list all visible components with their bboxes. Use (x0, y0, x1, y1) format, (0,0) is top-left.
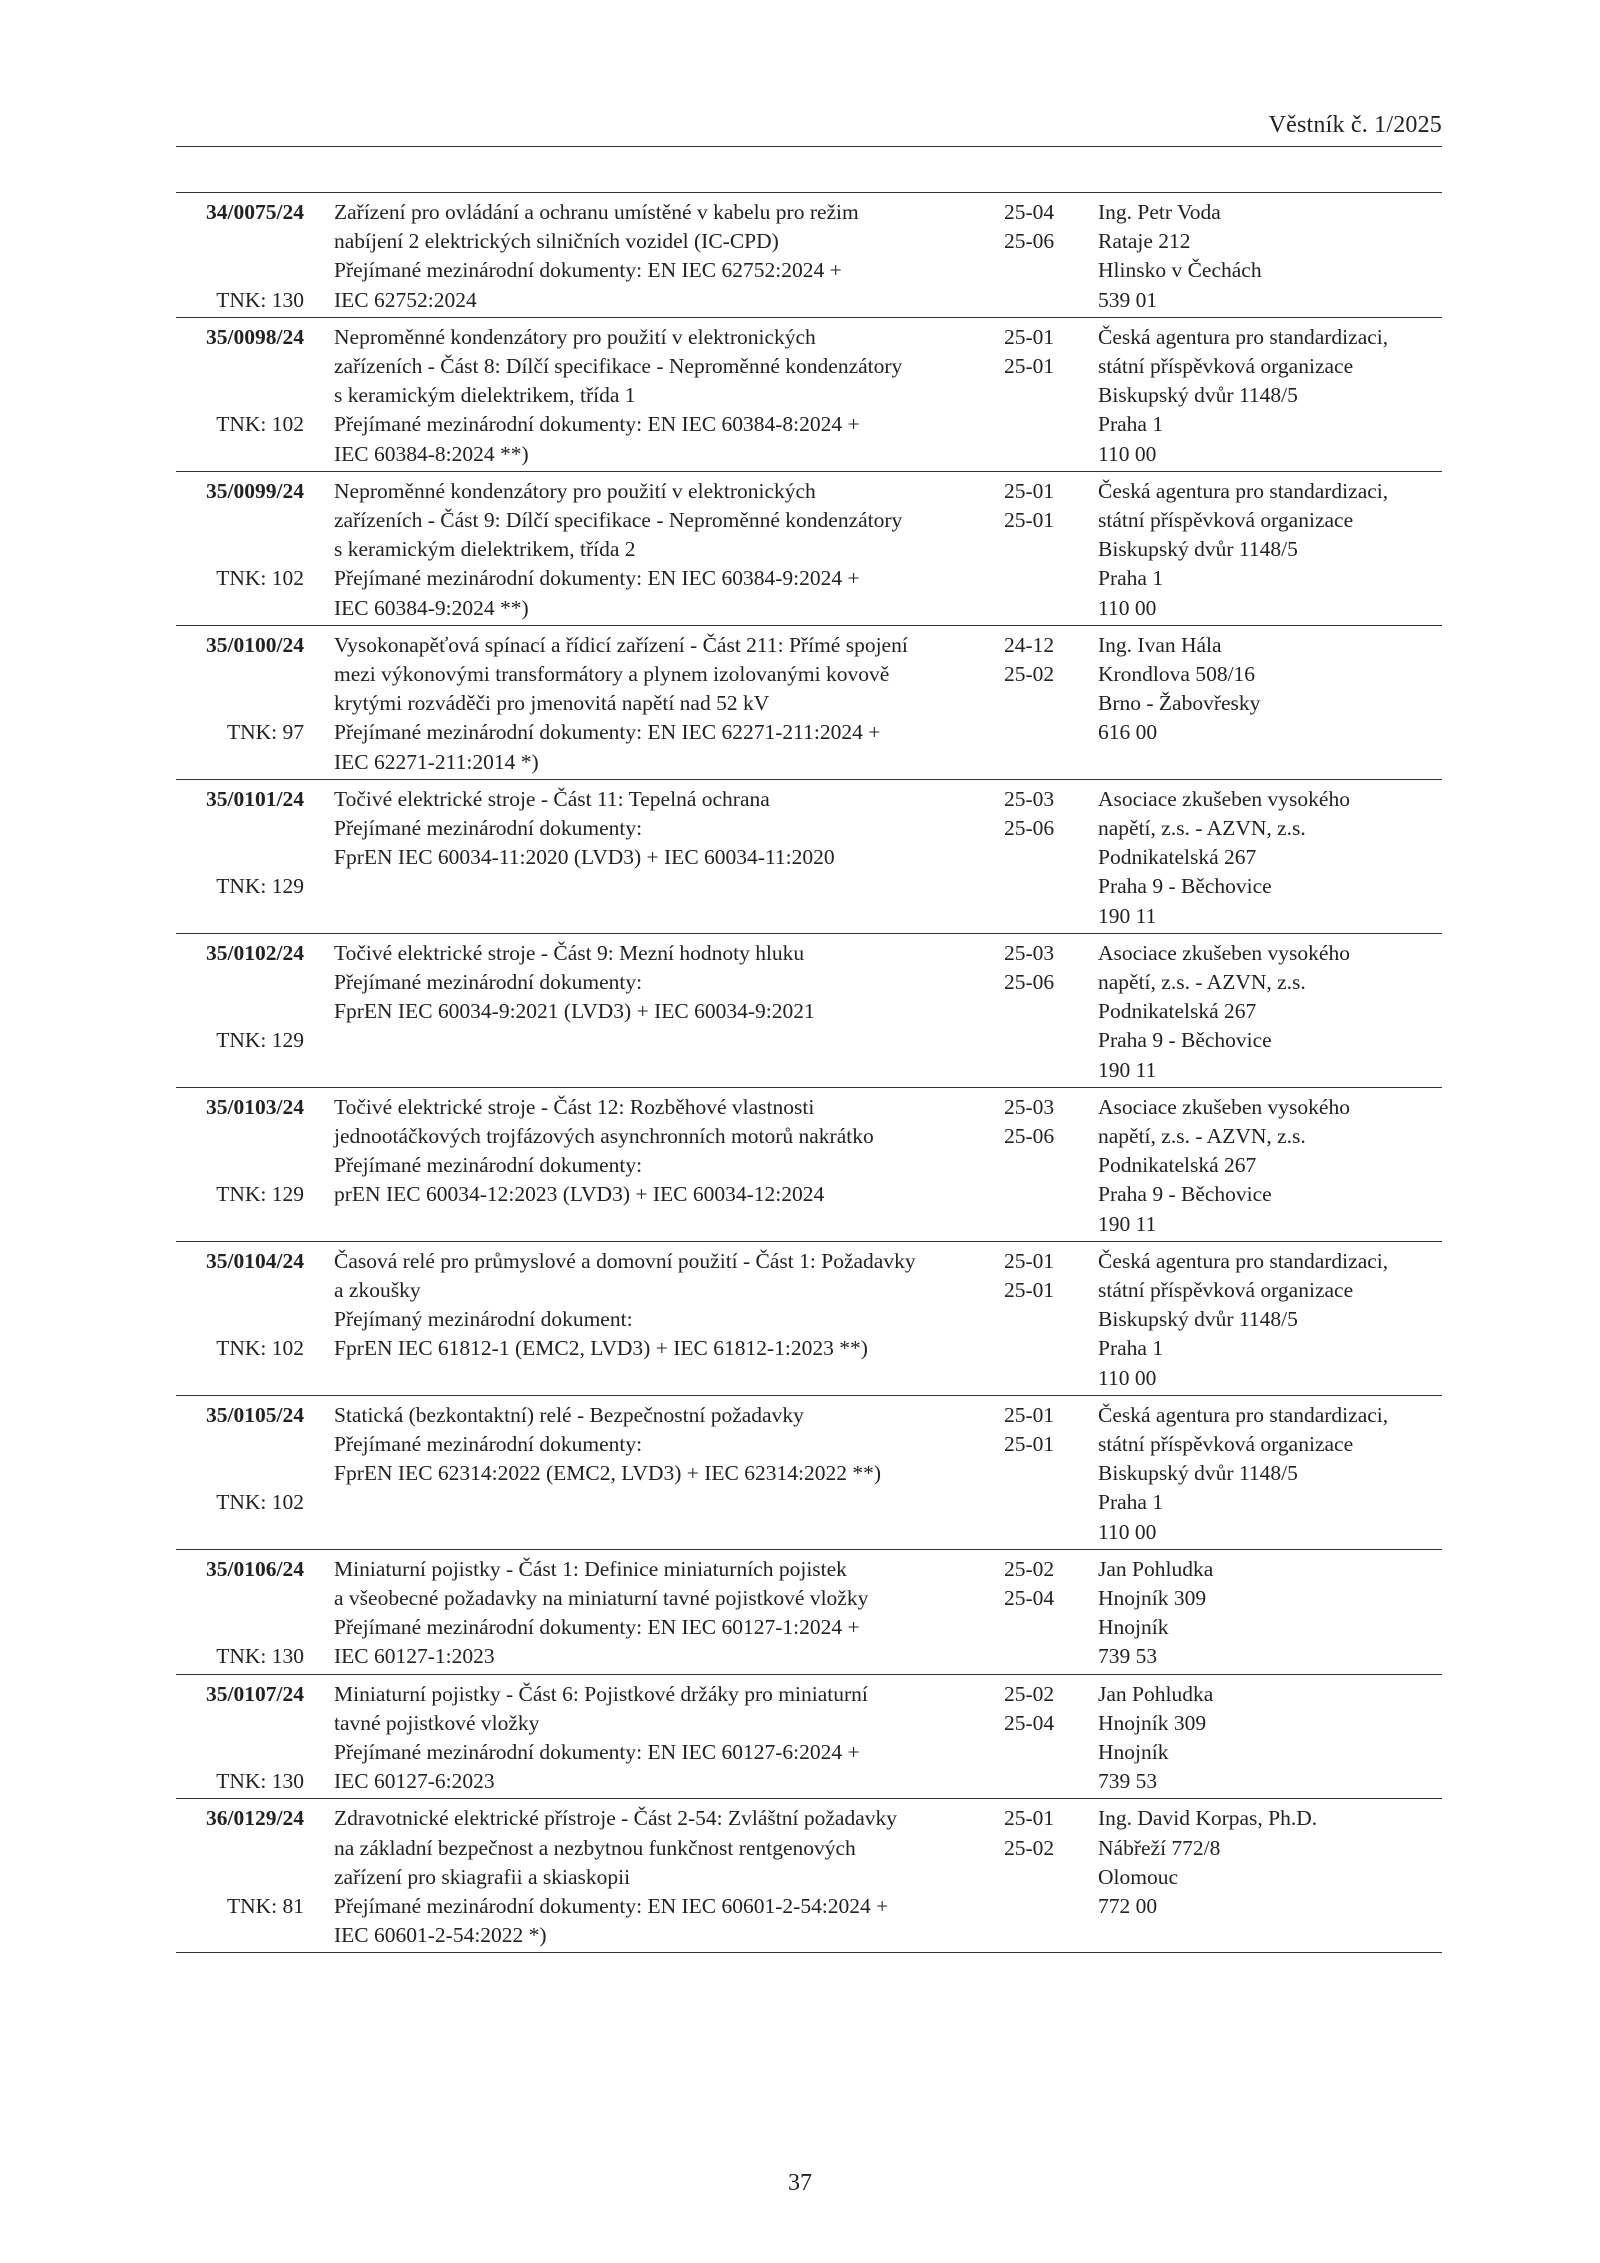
title-line: IEC 62271-211:2014 *) (334, 749, 539, 774)
table-row (176, 1675, 1442, 1800)
table-row (176, 626, 1442, 780)
processor-address (1098, 1401, 1442, 1547)
date-column (1004, 1247, 1084, 1305)
title-line: a všeobecné požadavky na miniaturní tavné pojistkové vložky (334, 1586, 869, 1610)
title-line: Zařízení pro ovládání a ochranu umístěné v kabelu pro režim (334, 200, 859, 224)
tnk-label: TNK: 129 (216, 1182, 304, 1207)
date-value: 25-01 (1004, 1402, 1055, 1427)
address-line: Ing. Ivan Hála (1098, 632, 1222, 657)
address-line: Brno - Žabovřesky (1098, 691, 1261, 716)
row-identifier (176, 939, 304, 1085)
document-number: 35/0104/24 (206, 1248, 304, 1273)
title-line: a zkoušky (334, 1278, 421, 1302)
page-number: 37 (788, 2170, 812, 2196)
date-value: 25-01 (1004, 508, 1055, 532)
standard-title (334, 785, 1004, 873)
document-number: 35/0107/24 (206, 1681, 304, 1706)
address-line: 616 00 (1098, 720, 1158, 745)
processor-address (1098, 785, 1442, 931)
title-line: Přejímaný mezinárodní dokument: (334, 1307, 633, 1332)
processor-address (1098, 1247, 1442, 1393)
title-line: FprEN IEC 62314:2022 (EMC2, LVD3) + IEC 62314:2022 **) (334, 1461, 882, 1486)
row-identifier (176, 631, 304, 777)
date-column (1004, 785, 1084, 843)
document-number: 35/0100/24 (206, 632, 304, 657)
address-line: Ing. David Korpas, Ph.D. (1098, 1806, 1318, 1831)
processor-address (1098, 198, 1442, 315)
address-line: Biskupský dvůr 1148/5 (1098, 1307, 1298, 1332)
standard-title (334, 198, 1004, 315)
address-line: Hlinsko v Čechách (1098, 258, 1262, 283)
date-value: 25-04 (1004, 1710, 1055, 1735)
table-row (176, 318, 1442, 472)
date-column (1004, 631, 1084, 689)
standard-title (334, 1680, 1004, 1797)
processor-address (1098, 477, 1442, 623)
row-identifier (176, 1555, 304, 1672)
date-value: 25-01 (1004, 324, 1055, 349)
address-line: Biskupský dvůr 1148/5 (1098, 383, 1298, 408)
title-line: mezi výkonovými transformátory a plynem izolovanými kovově (334, 662, 890, 686)
row-identifier (176, 1804, 304, 1950)
date-value: 25-02 (1004, 1681, 1055, 1706)
header-rule (176, 146, 1442, 147)
document-number: 34/0075/24 (206, 200, 304, 224)
address-line: Ing. Petr Voda (1098, 200, 1221, 224)
processor-address (1098, 939, 1442, 1085)
standard-title (334, 1247, 1004, 1364)
title-line: Miniaturní pojistky - Část 1: Definice miniaturních pojistek (334, 1556, 847, 1581)
address-line: Biskupský dvůr 1148/5 (1098, 1461, 1298, 1486)
address-line: 739 53 (1098, 1769, 1158, 1794)
standard-title (334, 939, 1004, 1027)
row-identifier (176, 1680, 304, 1797)
table-row (176, 1088, 1442, 1242)
date-value: 25-01 (1004, 1248, 1055, 1273)
date-column (1004, 477, 1084, 535)
processor-address (1098, 631, 1442, 748)
address-line: Jan Pohludka (1098, 1556, 1214, 1581)
title-line: Točivé elektrické stroje - Část 9: Mezní hodnoty hluku (334, 940, 805, 965)
processor-address (1098, 1804, 1442, 1921)
standards-table (176, 192, 1442, 1953)
address-line: státní příspěvková organizace (1098, 508, 1354, 532)
address-line: Asociace zkušeben vysokého (1098, 786, 1350, 811)
title-line: Přejímané mezinárodní dokumenty: EN IEC 60127-6:2024 + (334, 1740, 860, 1764)
address-line: Nábřeží 772/8 (1098, 1835, 1221, 1860)
publication-title: Věstník č. 1/2025 (1268, 112, 1442, 138)
title-line: IEC 60601-2-54:2022 *) (334, 1923, 547, 1948)
title-line: IEC 60127-1:2023 (334, 1644, 495, 1669)
address-line: napětí, z.s. - AZVN, z.s. (1098, 970, 1306, 994)
address-line: Rataje 212 (1098, 229, 1191, 254)
document-number: 35/0103/24 (206, 1094, 304, 1119)
title-line: Točivé elektrické stroje - Část 12: Rozběhové vlastnosti (334, 1094, 815, 1119)
table-row (176, 1799, 1442, 1953)
address-line: 772 00 (1098, 1894, 1158, 1918)
address-line: Podnikatelská 267 (1098, 999, 1257, 1024)
address-line: Praha 1 (1098, 1336, 1164, 1361)
date-value: 25-03 (1004, 1094, 1055, 1119)
date-column (1004, 1804, 1084, 1862)
title-line: Přejímané mezinárodní dokumenty: EN IEC 62752:2024 + (334, 258, 842, 283)
date-column (1004, 1555, 1084, 1613)
title-line: IEC 60384-9:2024 **) (334, 595, 529, 620)
date-column (1004, 939, 1084, 997)
address-line: Olomouc (1098, 1864, 1179, 1889)
title-line: na základní bezpečnost a nezbytnou funkčnost rentgenových (334, 1835, 856, 1860)
address-line: Praha 1 (1098, 566, 1164, 591)
title-line: Miniaturní pojistky - Část 6: Pojistkové držáky pro miniaturní (334, 1681, 868, 1706)
address-line: Biskupský dvůr 1148/5 (1098, 537, 1298, 562)
document-number: 35/0106/24 (206, 1556, 304, 1581)
address-line: Praha 1 (1098, 412, 1164, 437)
document-number: 35/0098/24 (206, 324, 304, 349)
address-line: 190 11 (1098, 1211, 1157, 1236)
standard-title (334, 1093, 1004, 1210)
standard-title (334, 1804, 1004, 1950)
title-line: Přejímané mezinárodní dokumenty: EN IEC 60384-9:2024 + (334, 566, 860, 591)
date-column (1004, 1401, 1084, 1459)
processor-address (1098, 1093, 1442, 1239)
address-line: Hnojník 309 (1098, 1586, 1207, 1610)
title-line: krytými rozváděči pro jmenovitá napětí nad 52 kV (334, 691, 770, 716)
address-line: 539 01 (1098, 287, 1158, 312)
address-line: napětí, z.s. - AZVN, z.s. (1098, 1124, 1306, 1148)
date-value: 25-01 (1004, 478, 1055, 503)
address-line: Česká agentura pro standardizaci, (1098, 1248, 1389, 1273)
title-line: Přejímané mezinárodní dokumenty: (334, 1153, 643, 1178)
address-line: 110 00 (1098, 1519, 1157, 1544)
title-line: Přejímané mezinárodní dokumenty: (334, 1432, 643, 1456)
address-line: Jan Pohludka (1098, 1681, 1214, 1706)
date-value: 25-03 (1004, 786, 1055, 811)
title-line: tavné pojistkové vložky (334, 1710, 540, 1735)
date-column (1004, 323, 1084, 381)
title-line: zařízeních - Část 9: Dílčí specifikace - Neproměnné kondenzátory (334, 508, 903, 532)
title-line: Přejímané mezinárodní dokumenty: (334, 970, 643, 994)
address-line: Hnojník (1098, 1615, 1169, 1640)
row-identifier (176, 785, 304, 931)
table-row (176, 780, 1442, 934)
address-line: Asociace zkušeben vysokého (1098, 940, 1350, 965)
title-line: Přejímané mezinárodní dokumenty: EN IEC 60384-8:2024 + (334, 412, 860, 437)
address-line: Česká agentura pro standardizaci, (1098, 478, 1389, 503)
tnk-label: TNK: 129 (216, 874, 304, 899)
title-line: FprEN IEC 61812-1 (EMC2, LVD3) + IEC 61812-1:2023 **) (334, 1336, 868, 1361)
address-line: Česká agentura pro standardizaci, (1098, 1402, 1389, 1427)
date-value: 25-02 (1004, 662, 1055, 686)
table-row (176, 1242, 1442, 1396)
row-identifier (176, 1247, 304, 1393)
date-value: 25-04 (1004, 1586, 1055, 1610)
table-row (176, 1396, 1442, 1550)
date-value: 25-06 (1004, 1124, 1055, 1148)
document-number: 35/0099/24 (206, 478, 304, 503)
title-line: Točivé elektrické stroje - Část 11: Tepelná ochrana (334, 786, 770, 811)
tnk-label: TNK: 102 (216, 1490, 304, 1515)
row-identifier (176, 1093, 304, 1239)
title-line: FprEN IEC 60034-11:2020 (LVD3) + IEC 60034-11:2020 (334, 845, 835, 870)
address-line: státní příspěvková organizace (1098, 1432, 1354, 1456)
address-line: Podnikatelská 267 (1098, 1153, 1257, 1178)
tnk-label: TNK: 97 (226, 720, 304, 745)
address-line: Praha 9 - Běchovice (1098, 1028, 1272, 1053)
address-line: Krondlova 508/16 (1098, 662, 1256, 686)
document-number: 35/0102/24 (206, 940, 304, 965)
date-value: 25-01 (1004, 1278, 1055, 1302)
tnk-label: TNK: 130 (216, 1769, 304, 1794)
title-line: zařízení pro skiagrafii a skiaskopii (334, 1864, 631, 1889)
document-number: 36/0129/24 (206, 1806, 304, 1831)
title-line: s keramickým dielektrikem, třída 1 (334, 383, 636, 408)
date-value: 25-06 (1004, 816, 1055, 840)
tnk-label: TNK: 130 (216, 287, 304, 312)
address-line: 739 53 (1098, 1644, 1158, 1669)
title-line: IEC 60127-6:2023 (334, 1769, 495, 1794)
title-line: Zdravotnické elektrické přístroje - Část 2-54: Zvláštní požadavky (334, 1806, 897, 1831)
date-value: 25-01 (1004, 1432, 1055, 1456)
date-value: 25-03 (1004, 940, 1055, 965)
address-line: 190 11 (1098, 903, 1157, 928)
date-column (1004, 198, 1084, 256)
address-line: 110 00 (1098, 595, 1157, 620)
document-number: 35/0101/24 (206, 786, 304, 811)
tnk-label: TNK: 129 (216, 1028, 304, 1053)
date-value: 24-12 (1004, 632, 1055, 657)
standard-title (334, 631, 1004, 777)
address-line: státní příspěvková organizace (1098, 354, 1354, 378)
date-value: 25-01 (1004, 354, 1055, 378)
address-line: Praha 9 - Běchovice (1098, 874, 1272, 899)
title-line: Statická (bezkontaktní) relé - Bezpečnostní požadavky (334, 1402, 804, 1427)
date-column (1004, 1093, 1084, 1151)
table-row (176, 934, 1442, 1088)
processor-address (1098, 1555, 1442, 1672)
title-line: Přejímané mezinárodní dokumenty: (334, 816, 643, 840)
tnk-label: TNK: 81 (226, 1893, 304, 1918)
tnk-label: TNK: 102 (216, 566, 304, 591)
title-line: FprEN IEC 60034-9:2021 (LVD3) + IEC 60034-9:2021 (334, 999, 815, 1024)
address-line: 110 00 (1098, 1365, 1157, 1390)
document-number: 35/0105/24 (206, 1402, 304, 1427)
title-line: prEN IEC 60034-12:2023 (LVD3) + IEC 60034-12:2024 (334, 1182, 825, 1207)
date-value: 25-04 (1004, 200, 1055, 224)
date-value: 25-02 (1004, 1835, 1055, 1860)
title-line: Vysokonapěťová spínací a řídicí zařízení - Část 211: Přímé spojení (334, 632, 908, 657)
title-line: nabíjení 2 elektrických silničních vozidel (IC-CPD) (334, 229, 779, 254)
title-line: IEC 62752:2024 (334, 287, 477, 312)
title-line: Neproměnné kondenzátory pro použití v elektronických (334, 324, 816, 349)
table-row (176, 1550, 1442, 1675)
address-line: Hnojník 309 (1098, 1710, 1207, 1735)
date-value: 25-01 (1004, 1806, 1055, 1831)
title-line: Přejímané mezinárodní dokumenty: EN IEC 62271-211:2024 + (334, 720, 881, 745)
title-line: Přejímané mezinárodní dokumenty: EN IEC 60601-2-54:2024 + (334, 1894, 889, 1918)
date-value: 25-06 (1004, 229, 1055, 254)
address-line: Podnikatelská 267 (1098, 845, 1257, 870)
address-line: státní příspěvková organizace (1098, 1278, 1354, 1302)
tnk-label: TNK: 102 (216, 412, 304, 437)
date-value: 25-02 (1004, 1556, 1055, 1581)
table-row (176, 472, 1442, 626)
date-column (1004, 1680, 1084, 1738)
standard-title (334, 1555, 1004, 1672)
row-identifier (176, 323, 304, 469)
row-identifier (176, 477, 304, 623)
table-row (176, 193, 1442, 318)
address-line: Praha 9 - Běchovice (1098, 1182, 1272, 1207)
standard-title (334, 1401, 1004, 1489)
tnk-label: TNK: 130 (216, 1644, 304, 1669)
address-line: napětí, z.s. - AZVN, z.s. (1098, 816, 1306, 840)
title-line: Neproměnné kondenzátory pro použití v elektronických (334, 478, 816, 503)
title-line: zařízeních - Část 8: Dílčí specifikace - Neproměnné kondenzátory (334, 354, 903, 378)
address-line: Hnojník (1098, 1740, 1169, 1764)
row-identifier (176, 1401, 304, 1547)
title-line: Přejímané mezinárodní dokumenty: EN IEC 60127-1:2024 + (334, 1615, 860, 1640)
tnk-label: TNK: 102 (216, 1336, 304, 1361)
processor-address (1098, 323, 1442, 469)
date-value: 25-06 (1004, 970, 1055, 994)
title-line: Časová relé pro průmyslové a domovní použití - Část 1: Požadavky (334, 1248, 916, 1273)
row-identifier (176, 198, 304, 315)
address-line: 110 00 (1098, 441, 1157, 466)
standard-title (334, 477, 1004, 623)
address-line: 190 11 (1098, 1057, 1157, 1082)
processor-address (1098, 1680, 1442, 1797)
address-line: Asociace zkušeben vysokého (1098, 1094, 1350, 1119)
address-line: Praha 1 (1098, 1490, 1164, 1515)
title-line: IEC 60384-8:2024 **) (334, 441, 529, 466)
title-line: s keramickým dielektrikem, třída 2 (334, 537, 636, 562)
title-line: jednootáčkových trojfázových asynchronních motorů nakrátko (334, 1124, 874, 1148)
address-line: Česká agentura pro standardizaci, (1098, 324, 1389, 349)
standard-title (334, 323, 1004, 469)
